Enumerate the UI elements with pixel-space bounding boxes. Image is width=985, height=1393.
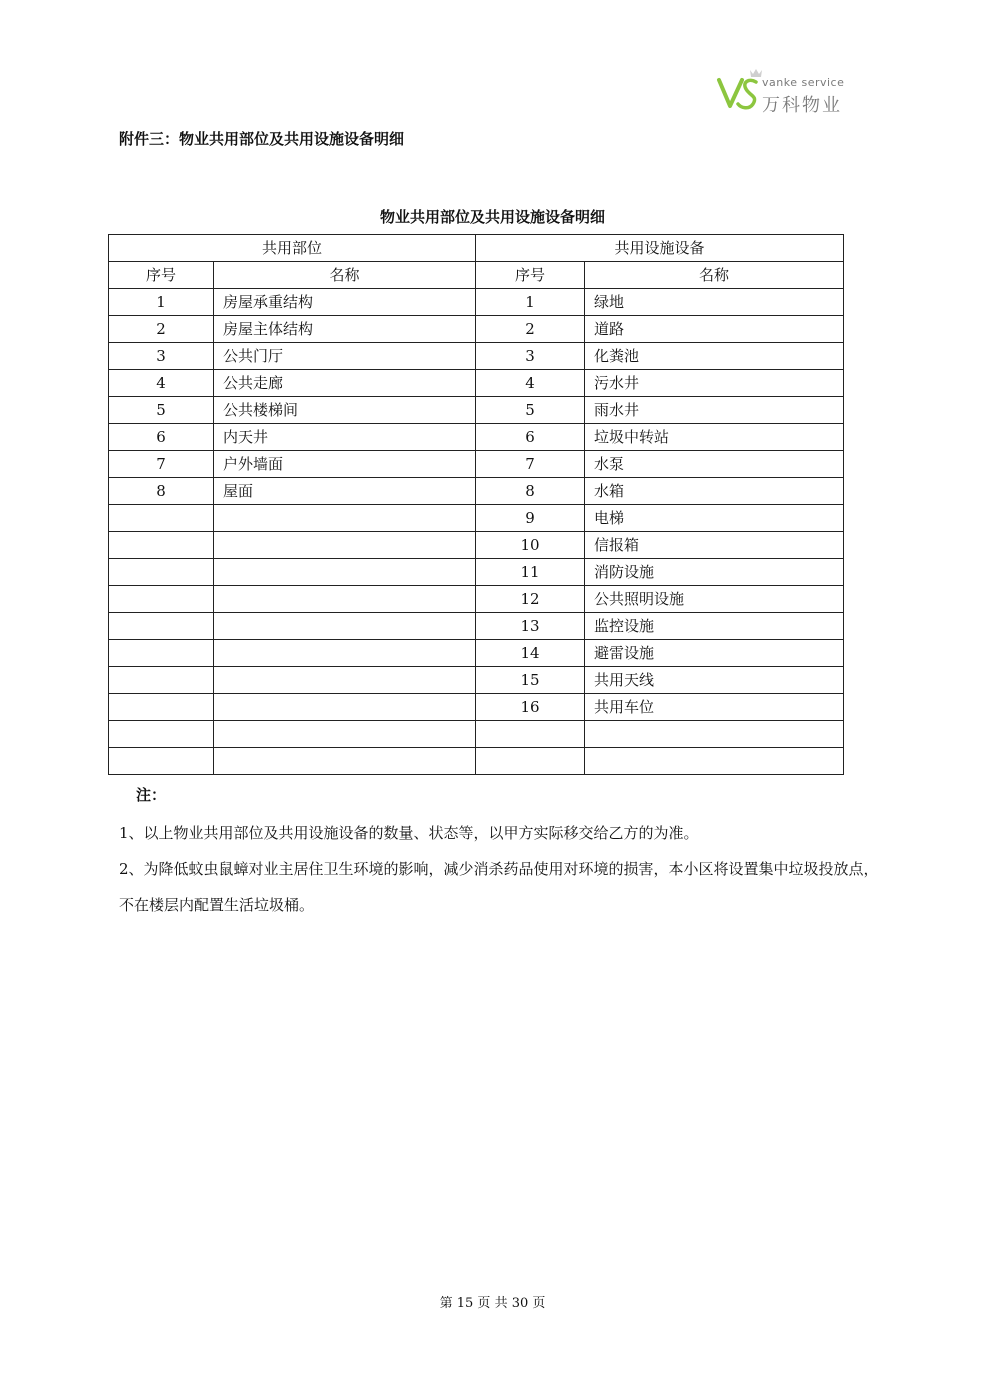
logo-english-text: vanke service <box>762 76 845 89</box>
page-footer: 第 15 页 共 30 页 <box>439 1296 546 1311</box>
facility-seq-cell: 9 <box>476 505 585 532</box>
part-seq-cell <box>109 694 214 721</box>
table-row <box>109 289 844 316</box>
facility-seq-cell <box>476 748 585 775</box>
part-name-cell <box>214 640 476 667</box>
part-seq-cell: 7 <box>109 451 214 478</box>
facility-name-cell: 道路 <box>585 316 844 343</box>
facilities-table <box>108 234 844 775</box>
part-seq-cell <box>109 505 214 532</box>
part-seq-cell <box>109 721 214 748</box>
group-header-row <box>109 235 844 262</box>
part-seq-cell: 4 <box>109 370 214 397</box>
notes-label: 注： <box>136 786 167 804</box>
part-name-cell: 公共楼梯间 <box>214 397 476 424</box>
part-seq-cell <box>109 748 214 775</box>
part-name-cell <box>214 613 476 640</box>
column-header-row <box>109 262 844 289</box>
part-seq-cell <box>109 667 214 694</box>
facility-name-cell: 公共照明设施 <box>585 586 844 613</box>
table-row <box>109 505 844 532</box>
part-name-cell: 公共门厅 <box>214 343 476 370</box>
facility-name-cell: 消防设施 <box>585 559 844 586</box>
facility-seq-cell: 2 <box>476 316 585 343</box>
table-row <box>109 424 844 451</box>
table-title: 物业共用部位及共用设施设备明细 <box>379 208 605 226</box>
facility-seq-cell: 13 <box>476 613 585 640</box>
note-item: 2、为降低蚊虫鼠蟑对业主居住卫生环境的影响，减少消杀药品使用对环境的损害，本小区将设置集中垃圾投放点，不在楼层内配置生活垃圾桶。 <box>119 860 879 914</box>
note-item: 1、以上物业共用部位及共用设施设备的数量、状态等，以甲方实际移交给乙方的为准。 <box>119 824 699 842</box>
facility-seq-cell: 1 <box>476 289 585 316</box>
part-name-cell <box>214 505 476 532</box>
facility-name-cell: 绿地 <box>585 289 844 316</box>
table-row <box>109 721 844 748</box>
part-seq-cell <box>109 532 214 559</box>
part-seq-cell: 8 <box>109 478 214 505</box>
facility-name-cell: 电梯 <box>585 505 844 532</box>
vanke-service-logo <box>716 66 866 116</box>
table-row <box>109 478 844 505</box>
column-header-seq: 序号 <box>109 262 214 289</box>
part-seq-cell: 2 <box>109 316 214 343</box>
part-name-cell <box>214 667 476 694</box>
part-name-cell <box>214 586 476 613</box>
table-row <box>109 343 844 370</box>
facility-seq-cell: 4 <box>476 370 585 397</box>
facility-name-cell: 信报箱 <box>585 532 844 559</box>
group-header-shared-facilities: 共用设施设备 <box>476 235 844 262</box>
part-name-cell: 内天井 <box>214 424 476 451</box>
table-row <box>109 397 844 424</box>
table-row <box>109 451 844 478</box>
table-row <box>109 667 844 694</box>
facility-name-cell: 监控设施 <box>585 613 844 640</box>
facility-seq-cell: 5 <box>476 397 585 424</box>
facility-seq-cell: 14 <box>476 640 585 667</box>
part-name-cell: 户外墙面 <box>214 451 476 478</box>
facility-name-cell: 避雷设施 <box>585 640 844 667</box>
facility-seq-cell: 3 <box>476 343 585 370</box>
part-seq-cell: 3 <box>109 343 214 370</box>
part-seq-cell: 6 <box>109 424 214 451</box>
part-seq-cell <box>109 586 214 613</box>
column-header-name: 名称 <box>585 262 844 289</box>
facility-name-cell: 共用车位 <box>585 694 844 721</box>
vs-logo-icon <box>716 66 762 114</box>
facility-name-cell: 水泵 <box>585 451 844 478</box>
appendix-title: 附件三：物业共用部位及共用设施设备明细 <box>119 130 405 148</box>
part-name-cell <box>214 559 476 586</box>
group-header-shared-parts: 共用部位 <box>109 235 476 262</box>
logo-chinese-text: 万科物业 <box>762 95 842 116</box>
facility-seq-cell: 8 <box>476 478 585 505</box>
table-row <box>109 370 844 397</box>
facility-name-cell: 共用天线 <box>585 667 844 694</box>
part-seq-cell: 5 <box>109 397 214 424</box>
facility-name-cell: 垃圾中转站 <box>585 424 844 451</box>
facility-name-cell: 水箱 <box>585 478 844 505</box>
facility-seq-cell: 6 <box>476 424 585 451</box>
table-row <box>109 748 844 775</box>
facility-seq-cell: 11 <box>476 559 585 586</box>
part-name-cell <box>214 748 476 775</box>
table-row <box>109 694 844 721</box>
facility-seq-cell: 10 <box>476 532 585 559</box>
facility-name-cell <box>585 748 844 775</box>
table-row <box>109 613 844 640</box>
facility-name-cell: 化粪池 <box>585 343 844 370</box>
facility-seq-cell: 16 <box>476 694 585 721</box>
table-row <box>109 640 844 667</box>
table-row <box>109 532 844 559</box>
part-name-cell: 屋面 <box>214 478 476 505</box>
facility-name-cell: 雨水井 <box>585 397 844 424</box>
facility-name-cell <box>585 721 844 748</box>
part-name-cell <box>214 721 476 748</box>
column-header-seq: 序号 <box>476 262 585 289</box>
part-name-cell <box>214 694 476 721</box>
part-seq-cell <box>109 613 214 640</box>
facility-seq-cell: 15 <box>476 667 585 694</box>
facility-seq-cell <box>476 721 585 748</box>
part-name-cell: 房屋主体结构 <box>214 316 476 343</box>
part-seq-cell: 1 <box>109 289 214 316</box>
part-name-cell <box>214 532 476 559</box>
facility-seq-cell: 12 <box>476 586 585 613</box>
table-row <box>109 586 844 613</box>
facility-seq-cell: 7 <box>476 451 585 478</box>
column-header-name: 名称 <box>214 262 476 289</box>
part-seq-cell <box>109 559 214 586</box>
part-name-cell: 公共走廊 <box>214 370 476 397</box>
facility-name-cell: 污水井 <box>585 370 844 397</box>
part-seq-cell <box>109 640 214 667</box>
part-name-cell: 房屋承重结构 <box>214 289 476 316</box>
table-row <box>109 316 844 343</box>
table-row <box>109 559 844 586</box>
